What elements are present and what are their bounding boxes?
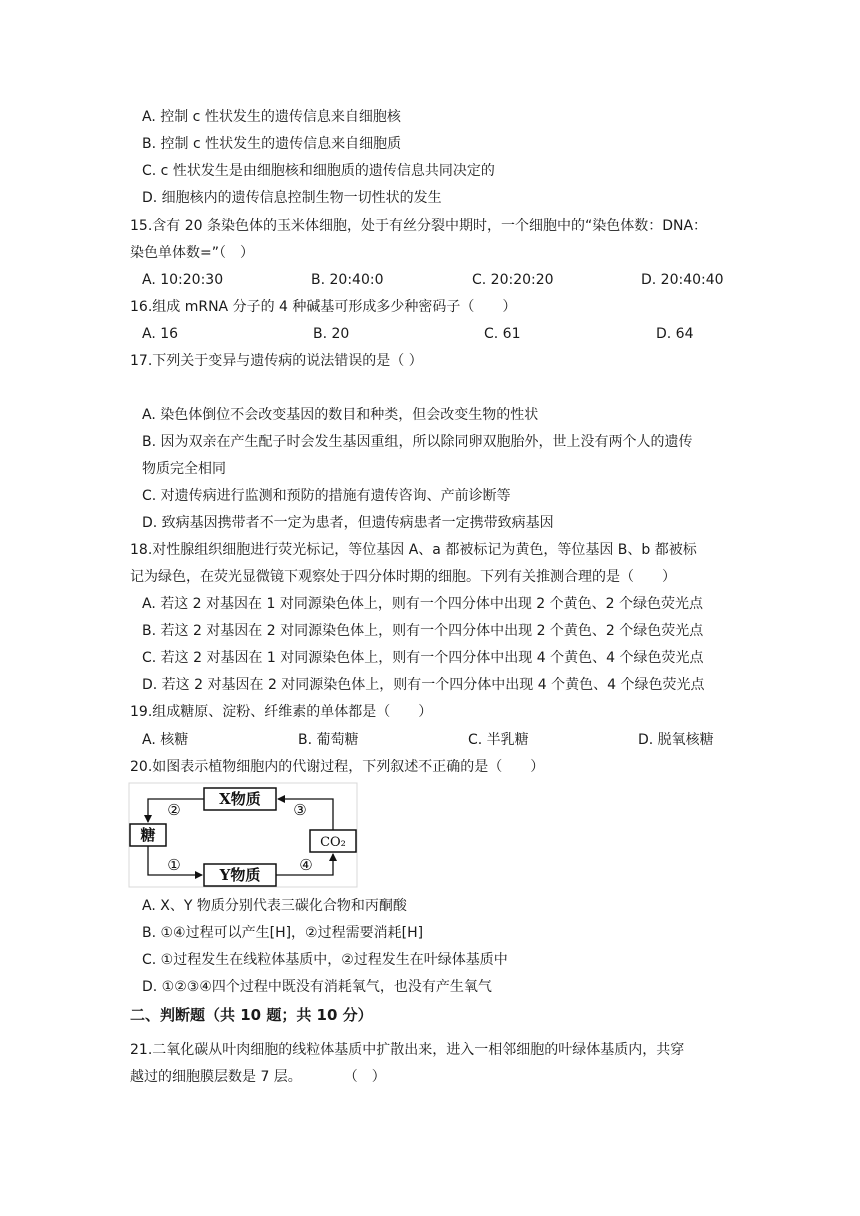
q17-option-b: B. 因为双亲在产生配子时会发生基因重组，所以除同卵双胞胎外，世上没有两个人的遗传 bbox=[142, 434, 693, 450]
q16-option-c: C. 61 bbox=[484, 326, 521, 342]
q14-option-d: D. 细胞核内的遗传信息控制生物一切性状的发生 bbox=[142, 190, 442, 206]
q16-option-a: A. 16 bbox=[142, 326, 179, 342]
step2-marker: ② bbox=[167, 801, 181, 819]
q19-stem: 19.组成糖原、淀粉、纤维素的单体都是（ ） bbox=[130, 704, 433, 720]
q18-option-c: C. 若这 2 对基因在 1 对同源染色体上，则有一个四分体中出现 4 个黄色、4 个绿色荧光点 bbox=[142, 650, 704, 666]
q14-option-b: B. 控制 c 性状发生的遗传信息来自细胞质 bbox=[142, 136, 402, 152]
q21-stem-line1: 21.二氧化碳从叶肉细胞的线粒体基质中扩散出来，进入一相邻细胞的叶绿体基质内，共穿 bbox=[130, 1042, 685, 1058]
q17-option-c: C. 对遗传病进行监测和预防的措施有遗传咨询、产前诊断等 bbox=[142, 488, 511, 504]
q14-option-a: A. 控制 c 性状发生的遗传信息来自细胞核 bbox=[142, 109, 401, 125]
q20-stem: 20.如图表示植物细胞内的代谢过程，下列叙述不正确的是（ ） bbox=[130, 759, 545, 775]
y-substance-label: Y物质 bbox=[219, 866, 261, 884]
q17-option-a: A. 染色体倒位不会改变基因的数目和种类，但会改变生物的性状 bbox=[142, 407, 539, 423]
x-substance-label: X物质 bbox=[219, 790, 261, 808]
q18-stem-line1: 18.对性腺组织细胞进行荧光标记，等位基因 A、a 都被标记为黄色，等位基因 B、b 都被标 bbox=[130, 542, 697, 558]
metabolism-diagram bbox=[128, 782, 358, 888]
q15-option-c: C. 20:20:20 bbox=[472, 272, 554, 288]
section-title-judgment: 二、判断题（共 10 题；共 10 分） bbox=[130, 1006, 373, 1024]
q20-option-b: B. ①④过程可以产生[H]，②过程需要消耗[H] bbox=[142, 925, 424, 941]
step1-marker: ① bbox=[167, 856, 181, 874]
step4-marker: ④ bbox=[299, 856, 313, 874]
q16-option-b: B. 20 bbox=[313, 326, 350, 342]
q16-option-d: D. 64 bbox=[656, 326, 694, 342]
q15-stem-line2: 染色单体数=”（ ） bbox=[130, 245, 254, 261]
co2-label: CO₂ bbox=[320, 835, 346, 850]
q18-option-a: A. 若这 2 对基因在 1 对同源染色体上，则有一个四分体中出现 2 个黄色、2 个绿色荧光点 bbox=[142, 596, 704, 612]
q19-option-c: C. 半乳糖 bbox=[468, 732, 529, 748]
q15-option-a: A. 10:20:30 bbox=[142, 272, 224, 288]
q17-option-d: D. 致病基因携带者不一定为患者，但遗传病患者一定携带致病基因 bbox=[142, 515, 554, 531]
q20-option-c: C. ①过程发生在线粒体基质中，②过程发生在叶绿体基质中 bbox=[142, 952, 508, 968]
q19-option-d: D. 脱氧核糖 bbox=[638, 732, 714, 748]
q18-option-b: B. 若这 2 对基因在 2 对同源染色体上，则有一个四分体中出现 2 个黄色、2 个绿色荧光点 bbox=[142, 623, 704, 639]
q21-stem-line2: 越过的细胞膜层数是 7 层。 （ ） bbox=[130, 1069, 386, 1085]
q16-stem: 16.组成 mRNA 分子的 4 种碱基可形成多少种密码子（ ） bbox=[130, 299, 517, 315]
q14-option-c: C. c 性状发生是由细胞核和细胞质的遗传信息共同决定的 bbox=[142, 163, 495, 179]
q20-option-d: D. ①②③④四个过程中既没有消耗氧气，也没有产生氧气 bbox=[142, 979, 492, 995]
q18-stem-line2: 记为绿色，在荧光显微镜下观察处于四分体时期的细胞。下列有关推测合理的是（ ） bbox=[130, 569, 676, 585]
q15-option-b: B. 20:40:0 bbox=[311, 272, 384, 288]
q17-option-b-cont: 物质完全相同 bbox=[142, 461, 226, 477]
q18-option-d: D. 若这 2 对基因在 2 对同源染色体上，则有一个四分体中出现 4 个黄色、4 个绿色荧光点 bbox=[142, 677, 705, 693]
q20-option-a: A. X、Y 物质分别代表三碳化合物和丙酮酸 bbox=[142, 898, 407, 914]
q15-stem-line1: 15.含有 20 条染色体的玉米体细胞，处于有丝分裂中期时，一个细胞中的“染色体数：DNA： bbox=[130, 218, 708, 234]
q15-option-d: D. 20:40:40 bbox=[641, 272, 724, 288]
q19-option-a: A. 核糖 bbox=[142, 732, 189, 748]
q17-stem: 17.下列关于变异与遗传病的说法错误的是（ ） bbox=[130, 353, 423, 369]
q19-option-b: B. 葡萄糖 bbox=[298, 732, 359, 748]
step3-marker: ③ bbox=[293, 801, 307, 819]
sugar-label: 糖 bbox=[140, 826, 156, 844]
